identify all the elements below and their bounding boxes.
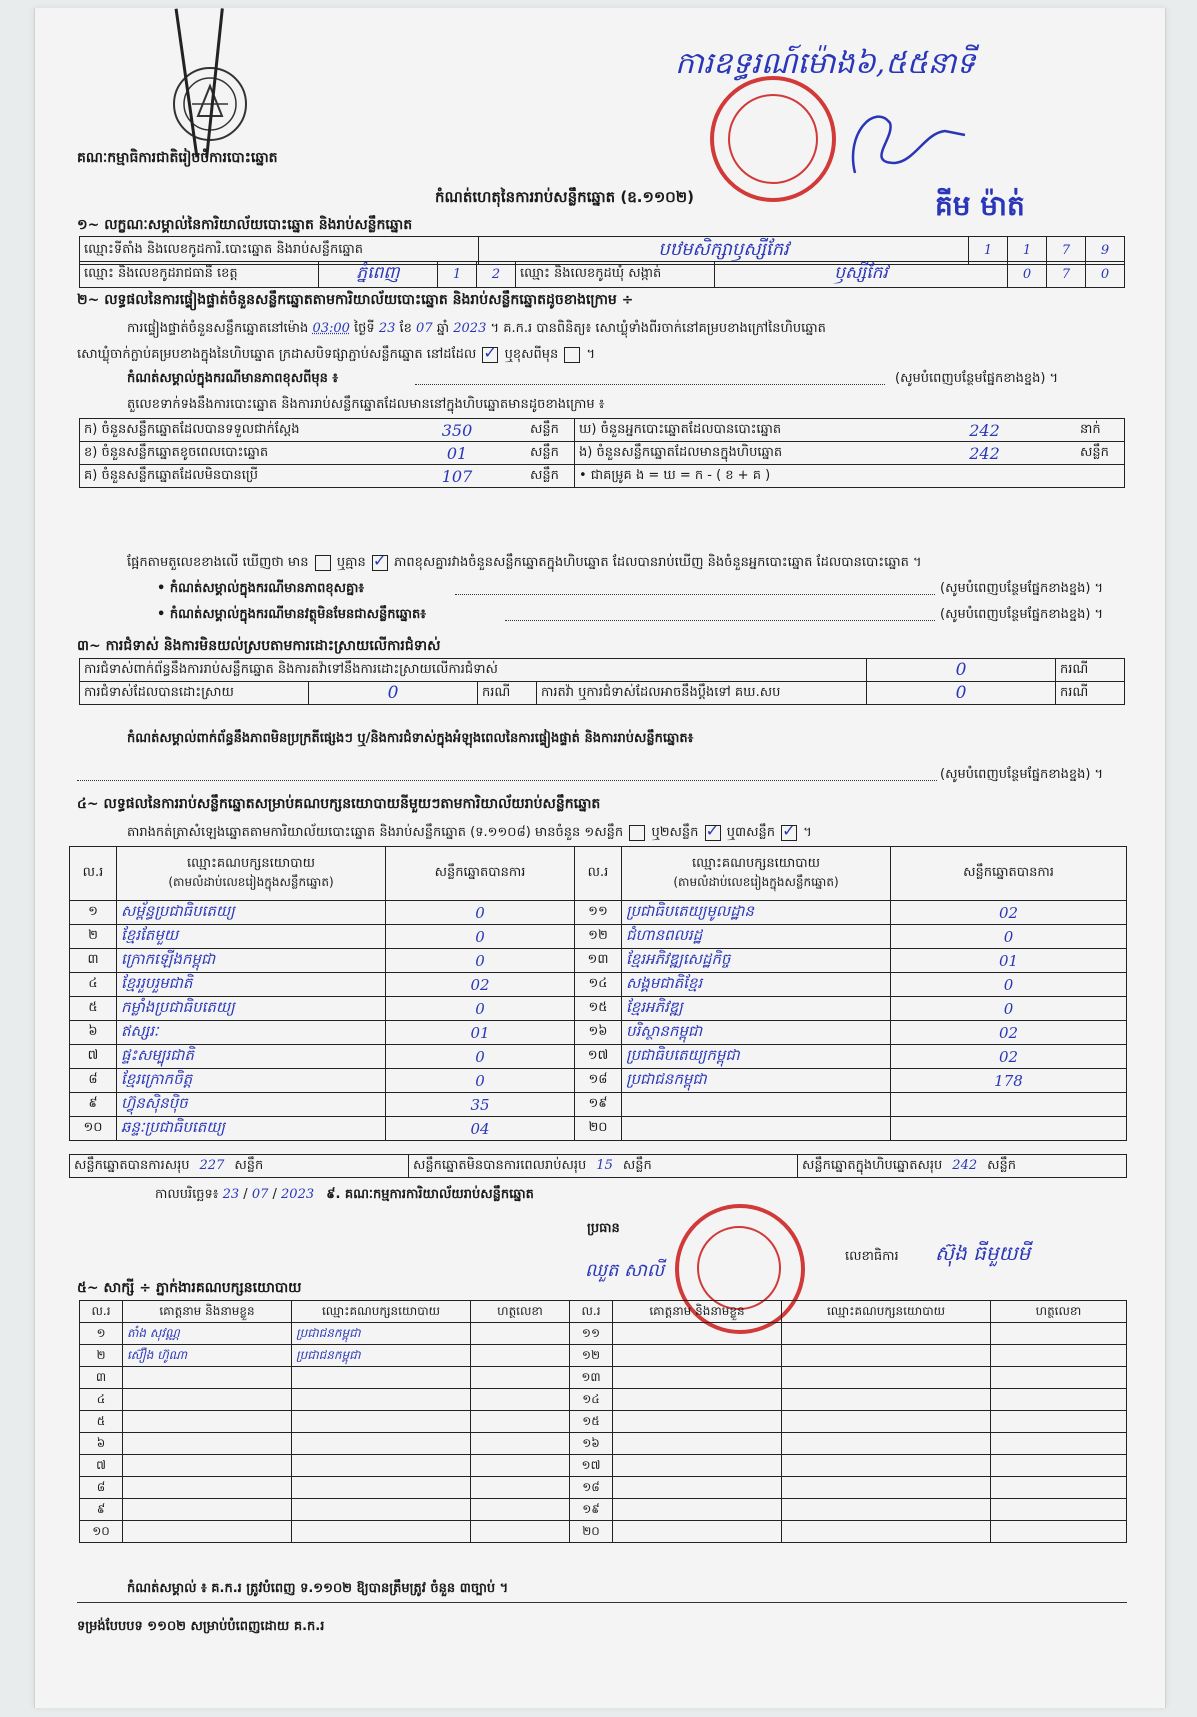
witness-row (80, 1389, 1127, 1411)
witness-signature (471, 1411, 570, 1433)
witness-row (80, 1345, 1127, 1367)
witness-name (123, 1411, 292, 1433)
commune-label: ឈ្មោះ និងលេខកូដឃុំ សង្កាត់ (516, 262, 715, 288)
row-number: ៦ (70, 1021, 117, 1045)
row-number: ១៣ (575, 949, 622, 973)
witness-party (782, 1323, 991, 1345)
witness-name (613, 1477, 782, 1499)
resolved-count: 0 (309, 682, 478, 705)
party-name: ប្រជាជនកម្ពុជា (622, 1069, 891, 1093)
party-name: ហ៊្វុនស៊ិនប៉ិច (117, 1093, 386, 1117)
party-name: កម្លាំងប្រជាធិបតេយ្យ (117, 997, 386, 1021)
witness-name (613, 1367, 782, 1389)
total-valid: 227 (199, 1157, 225, 1173)
row-number: ១១ (570, 1323, 613, 1345)
figures-intro: តួលេខទាក់ទងនឹងការបោះឆ្នោត និងការរាប់សន្លឹកឆ្នោតដែលមាននៅក្នុងហិបឆ្នោតមានដូចខាងក្រោម ៖ (127, 397, 605, 412)
vote-count (891, 1117, 1127, 1141)
witness-party (292, 1433, 471, 1455)
province-label: ឈ្មោះ និងលេខកូដរាជធានី ខេត្ត (80, 262, 319, 288)
witness-party (292, 1455, 471, 1477)
row-number: ២០ (575, 1117, 622, 1141)
row-number: ២ (70, 925, 117, 949)
party-name: ផ្ទះសម្បុរជាតិ (117, 1045, 386, 1069)
figures-row: គ) ចំនួនសន្លឹកឆ្នោតដែលមិនបានប្រើ 107 សន្លឹក • ជាគម្រូគ ង = ឃ = ក - ( ខ + គ ) (80, 465, 1125, 488)
results-row (70, 997, 1127, 1021)
witness-row (80, 1323, 1127, 1345)
row-number: ១៩ (570, 1499, 613, 1521)
witness-party (292, 1367, 471, 1389)
handwritten-top-note: ការឧទ្ធរណ៍ម៉ោង៦,៥៥នាទី (675, 46, 976, 81)
witness-party (782, 1367, 991, 1389)
vote-count: 02 (891, 1045, 1127, 1069)
row-number: ៥ (70, 997, 117, 1021)
row-number: ១០ (80, 1521, 123, 1543)
witness-signature (471, 1477, 570, 1499)
party-name (622, 1093, 891, 1117)
witness-name (123, 1477, 292, 1499)
row-number: ៩ (80, 1499, 123, 1521)
witness-signature (991, 1389, 1127, 1411)
witness-name (123, 1389, 292, 1411)
witness-signature (471, 1367, 570, 1389)
witness-name (613, 1455, 782, 1477)
witness-name (123, 1433, 292, 1455)
witness-name (613, 1411, 782, 1433)
witness-row (80, 1367, 1127, 1389)
row-number: ១៣ (570, 1367, 613, 1389)
total-invalid: 15 (596, 1157, 613, 1173)
discrepancy-line: ផ្អែកតាមតួលេខខាងលើ ឃើញថា មាន ឬគ្មាន ✓ ភាពខុសគ្នារវាងចំនួនសន្លឹកឆ្នោតក្នុងហិបឆ្នោត ដែលបានរាប់ឃើញ និងចំនួនអ្នកបោះឆ្នោត ដែលបានបោះឆ្នោត ។ (127, 554, 922, 573)
vote-count: 02 (891, 1021, 1127, 1045)
footer-text: ទម្រង់បែបបទ ១១០២ សម្រាប់បំពេញដោយ គ.ក.រ (77, 1619, 325, 1634)
witness-signature (991, 1499, 1127, 1521)
party-name (622, 1117, 891, 1141)
witness-signature (471, 1323, 570, 1345)
province-code-1: 1 (438, 262, 477, 288)
party-name: សង្គមជាតិខ្មែរ (622, 973, 891, 997)
fill-hint: (សូមបំពេញបន្ថែមផ្នែកខាងខ្នង) ។ (895, 371, 1059, 386)
form-title: កំណត់ហេតុនៃការរាប់សន្លឹកឆ្នោត (ឧ.១១០២) (435, 188, 695, 206)
one-sheet-checkbox[interactable] (629, 825, 645, 841)
vote-count: 178 (891, 1069, 1127, 1093)
figures-row: ក) ចំនួនសន្លឹកឆ្នោតដែលបានទទួលជាក់ស្តែង 350 សន្លឹក ឃ) ចំនួនអ្នកបោះឆ្នោតដែលបានបោះឆ្នោត 242 នាក់ (80, 419, 1125, 442)
witness-signature (991, 1323, 1127, 1345)
vote-count: 02 (891, 901, 1127, 925)
party-name: ប្រជាធិបតេយ្យមូលដ្ឋាន (622, 901, 891, 925)
appeal-count: 0 (867, 682, 1056, 705)
secretary-signature: ស៊ុង ធីមួយមី (935, 1241, 1031, 1265)
vote-count: 02 (386, 973, 575, 997)
commune-value: ឫស្សីកែវ (715, 262, 1008, 288)
witness-signature (991, 1455, 1127, 1477)
witness-signature (991, 1477, 1127, 1499)
row-number: ៣ (70, 949, 117, 973)
witness-row (80, 1477, 1127, 1499)
section-3-title: ៣~ ការជំទាស់ និងការមិនយល់ស្របតាមការដោះស្រាយលើការជំទាស់ (77, 638, 441, 654)
row-number: ៩ (70, 1093, 117, 1117)
dotted-line (505, 620, 935, 621)
secretary-label: លេខាធិការ (845, 1249, 899, 1264)
witness-signature (991, 1411, 1127, 1433)
row-number: ១៥ (570, 1411, 613, 1433)
witness-name (613, 1521, 782, 1543)
vote-count: 0 (386, 1045, 575, 1069)
vote-count: 0 (386, 925, 575, 949)
verification-line: ការផ្ទៀងផ្ទាត់ចំនួនសន្លឹកឆ្នោតនៅម៉ោង 03:00 ថ្ងៃទី 23 ខែ 07 ឆ្នាំ 2023 ។ គ.ក.រ បានពិនិត្យ៖ សោឃ្លុំទាំងពីរចាក់នៅគម្របខាងក្រៅនៃហិបឆ្នោត (127, 321, 826, 336)
witness-name (613, 1389, 782, 1411)
row-number: ១០ (70, 1117, 117, 1141)
complaints-table: ការជំទាស់ពាក់ព័ន្ធនឹងការរាប់សន្លឹកឆ្នោត និងការតវ៉ាទៅនឹងការដោះស្រាយលើការជំទាស់ 0 ករណី ការជំទាស់ដែលបានដោះស្រាយ 0 ករណី ការតវ៉ា ឬការជំទាស់ដែលអាចនឹងប្តឹងទៅ គឃ.សប 0 ករណី (79, 658, 1125, 705)
bottom-note: កំណត់សម្គាល់ ៖ គ.ក.រ ត្រូវបំពេញ ទ.១១០២ ឱ្យបានត្រឹមត្រូវ ចំនួន ៣ច្បាប់ ។ (127, 1581, 509, 1596)
chair-signature: ឈួត សាលី (585, 1260, 665, 1281)
witness-party (782, 1345, 991, 1367)
witness-party: ប្រជាជនកម្ពុជា (292, 1323, 471, 1345)
results-row (70, 1069, 1127, 1093)
witness-signature (471, 1521, 570, 1543)
total-in-box: 242 (952, 1157, 978, 1173)
row-number: ៤ (80, 1389, 123, 1411)
witness-party: ប្រជាជនកម្ពុជា (292, 1345, 471, 1367)
row-number: ១៨ (570, 1477, 613, 1499)
witness-party (782, 1499, 991, 1521)
section-2-title: ២~ លទ្ធផលនៃការផ្ទៀងផ្ទាត់ចំនួនសន្លឹកឆ្នោតតាមការិយាល័យបោះឆ្នោត និងរាប់សន្លឹកឆ្នោតដូចខាងក្រោម ÷ (77, 292, 634, 308)
fill-hint: (សូមបំពេញបន្ថែមផ្នែកខាងខ្នង) ។ (940, 767, 1104, 782)
province-code-2: 2 (477, 262, 516, 288)
footer-rule (77, 1602, 1127, 1603)
dotted-line (77, 780, 937, 781)
witness-name: តាំង សុវណ្ណ (123, 1323, 292, 1345)
results-row (70, 1021, 1127, 1045)
results-row (70, 949, 1127, 973)
has-difference-checkbox[interactable] (315, 555, 331, 571)
initials: គីម ម៉ាត់ (935, 189, 1025, 222)
witness-signature (991, 1367, 1127, 1389)
location-code-3: 7 (1047, 237, 1086, 265)
witness-signature (471, 1455, 570, 1477)
form-page (34, 8, 1166, 1708)
vote-count: 0 (386, 901, 575, 925)
witness-row (80, 1499, 1127, 1521)
witness-row (80, 1521, 1127, 1543)
province-value: ភ្នំពេញ (319, 262, 438, 288)
party-name: ខ្មែរតែមួយ (117, 925, 386, 949)
vote-count: 04 (386, 1117, 575, 1141)
row-number: ១៥ (575, 997, 622, 1021)
row-number: ១៧ (575, 1045, 622, 1069)
witness-party (292, 1389, 471, 1411)
location-value: បឋមសិក្សាឫស្សីកែវ (479, 237, 969, 265)
row-number: ១២ (570, 1345, 613, 1367)
witness-party (292, 1499, 471, 1521)
dotted-line (455, 594, 935, 595)
witness-signature (471, 1389, 570, 1411)
vote-count: 0 (386, 949, 575, 973)
figures-table (79, 418, 1125, 488)
results-row (70, 925, 1127, 949)
row-number: ២០ (570, 1521, 613, 1543)
witness-signature (471, 1345, 570, 1367)
row-number: ៨ (70, 1069, 117, 1093)
official-seal-top (710, 76, 836, 202)
party-name: ខ្មែររួបរួមជាតិ (117, 973, 386, 997)
org-name: គណៈកម្មាធិការជាតិរៀបចំការបោះឆ្នោត (77, 150, 278, 166)
row-number: ១៩ (575, 1093, 622, 1117)
section-1-title: ១~ លក្ខណៈសម្គាល់នៃការិយាល័យបោះឆ្នោត និងរាប់សន្លឹកឆ្នោត (77, 217, 413, 233)
witness-party (782, 1477, 991, 1499)
row-number: ៤ (70, 973, 117, 997)
vote-count: 0 (891, 973, 1127, 997)
witness-signature (471, 1433, 570, 1455)
witness-party (782, 1389, 991, 1411)
party-name: ឆន្ទៈប្រជាធិបតេយ្យ (117, 1117, 386, 1141)
witness-name (123, 1499, 292, 1521)
three-sheet-checkbox[interactable] (781, 825, 797, 841)
row-number: ១១ (575, 901, 622, 925)
witness-row (80, 1433, 1127, 1455)
vote-count: 0 (386, 997, 575, 1021)
section-4-title: ៤~ លទ្ធផលនៃការរាប់សន្លឹកឆ្នោតសម្រាប់គណបក្សនយោបាយនីមួយៗតាមការិយាល័យរាប់សន្លឹកឆ្នោត (77, 796, 601, 812)
witness-name (123, 1455, 292, 1477)
witness-party (782, 1455, 991, 1477)
vote-count: 35 (386, 1093, 575, 1117)
party-name: បរិស្ថានកម្ពុជា (622, 1021, 891, 1045)
location-code-2: 1 (1008, 237, 1047, 265)
party-name: ខ្មែរអភិវឌ្ឍសេដ្ឋកិច្ច (622, 949, 891, 973)
row-number: ៣ (80, 1367, 123, 1389)
witness-name (613, 1433, 782, 1455)
changed-checkbox[interactable] (564, 347, 580, 363)
row-number: ២ (80, 1345, 123, 1367)
figures-row: ខ) ចំនួនសន្លឹកឆ្នោតខូចពេលបោះឆ្នោត 01 សន្លឹក ង) ចំនួនសន្លឹកឆ្នោតដែលមានក្នុងហិបឆ្នោត 242 សន្លឹក (80, 442, 1125, 465)
fill-hint: (សូមបំពេញបន្ថែមផ្នែកខាងខ្នង) ។ (940, 581, 1104, 596)
row-number: ១២ (575, 925, 622, 949)
vote-count: 01 (891, 949, 1127, 973)
irregularity-note: កំណត់សម្គាល់ពាក់ព័ន្ធនឹងភាពមិនប្រក្រតីផ្សេងៗ ឬ/និងការជំទាស់ក្នុងអំឡុងពេលនៃការផ្ទៀងផ្ទាត់ និងការរាប់សន្លឹកឆ្នោត៖ (127, 731, 694, 746)
witness-name: ស៊ឿង ហ៊ូណា (123, 1345, 292, 1367)
difference-note: • កំណត់សម្គាល់ក្នុងករណីមានភាពខុសគ្នា៖ (157, 581, 365, 596)
row-number: ៧ (80, 1455, 123, 1477)
totals-table: សន្លឹកឆ្នោតបានការសរុប 227 សន្លឹក សន្លឹកឆ្នោតមិនបានការពេលរាប់សរុប 15 សន្លឹក សន្លឹកឆ្នោតក្នុងហិបឆ្នោតសរុប 242 សន្លឹក (69, 1154, 1127, 1178)
row-number: ១៦ (575, 1021, 622, 1045)
vote-count: 01 (386, 1021, 575, 1045)
results-row (70, 1117, 1127, 1141)
fill-hint: (សូមបំពេញបន្ថែមផ្នែកខាងខ្នង) ។ (940, 607, 1104, 622)
two-sheet-checkbox[interactable] (705, 825, 721, 841)
complaint-count: 0 (867, 659, 1056, 682)
location-code-4: 9 (1086, 237, 1125, 265)
same-checkbox[interactable] (482, 347, 498, 363)
difference-note-label: កំណត់សម្គាល់ក្នុងករណីមានភាពខុសពីមុន ៖ (127, 371, 339, 386)
sheet-count-line: តារាងកត់ត្រាសំឡេងឆ្នោតតាមការិយាល័យបោះឆ្នោត និងរាប់សន្លឹកឆ្នោត (ទ.១១០៨) មានចំនួន ១សន្លឹក ឬ២សន្លឹក ✓ ឬ៣សន្លឹក ✓ ។ (127, 824, 812, 843)
location-code-1: 1 (969, 237, 1008, 265)
commune-code-2: 7 (1047, 262, 1086, 288)
results-row (70, 901, 1127, 925)
section-5-title: ៥~ សាក្សី ÷ ភ្នាក់ងារគណបក្សនយោបាយ (77, 1280, 302, 1296)
results-row (70, 1045, 1127, 1069)
witness-name (613, 1345, 782, 1367)
witness-party (782, 1411, 991, 1433)
seal-check-line: សោឃ្លុំចាក់ក្លាប់គម្របខាងក្នុងនៃហិបឆ្នោត ក្រដាសបិទផ្សាភ្ជាប់សន្លឹកឆ្នោត នៅដដែល ✓ ឬខុសពីមុន ។ (77, 346, 595, 365)
vote-count: 0 (891, 925, 1127, 949)
witness-party (782, 1521, 991, 1543)
commune-code-3: 0 (1086, 262, 1125, 288)
date-line: កាលបរិច្ឆេទ៖ 23 / 07 / 2023 ៩. គណៈកម្មការការិយាល័យរាប់សន្លឹកឆ្នោត (155, 1187, 534, 1202)
vote-count: 0 (386, 1069, 575, 1093)
witness-signature (991, 1521, 1127, 1543)
results-row (70, 1093, 1127, 1117)
results-table: ល.រ ឈ្មោះគណបក្សនយោបាយ (តាមលំដាប់លេខរៀងក្នុងសន្លឹកឆ្នោត) សន្លឹកឆ្នោតបានការ ល.រ ឈ្មោះគណបក្សនយោបាយ (តាមលំដាប់លេខរៀងក្នុងសន្លឹកឆ្នោត) សន្លឹកឆ្នោតបានការ ១ សម្ព័ន្ធប្រជាធិបតេយ្យ 0 ១១ ប្រជាធិបតេយ្យមូលដ្ឋាន 02 ២ ខ្មែរតែមួយ 0 ១២ ជំហានពលរដ្ឋ 0 ៣ ក្រោកឡើងកម្ពុជា 0 ១៣ ខ្មែរអភិវឌ្ឍសេដ្ឋកិច្ច 01 ៤ ខ្មែររួបរួមជាតិ 02 ១៤ សង្គមជាតិខ្មែរ 0 ៥ កម្លាំងប្រជាធិបតេយ្យ 0 ១៥ ខ្មែរអភិវឌ្ឍ 0 ៦ ឥស្សរៈ 01 ១៦ បរិស្ថានកម្ពុជា 02 ៧ ផ្ទះសម្បុរជាតិ 0 ១៧ ប្រជាធិបតេយ្យកម្ពុជា 02 ៨ ខ្មែរក្រោកចិត្ត 0 ១៨ ប្រជាជនកម្ពុជា 178 ៩ ហ៊្វុនស៊ិនប៉ិច 35 ១៩ ១០ ឆន្ទៈប្រជាធិបតេយ្យ 04 ២០ (69, 846, 1127, 1141)
witness-row (80, 1411, 1127, 1433)
signature-top-mark (835, 93, 975, 193)
results-row (70, 973, 1127, 997)
row-number: ១៨ (575, 1069, 622, 1093)
witness-name (123, 1521, 292, 1543)
row-number: ១ (80, 1323, 123, 1345)
row-number: ៦ (80, 1433, 123, 1455)
witness-name (123, 1367, 292, 1389)
witness-row (80, 1455, 1127, 1477)
row-number: ៧ (70, 1045, 117, 1069)
location-label: ឈ្មោះទីតាំង និងលេខកូដការិ.បោះឆ្នោត និងរាប់សន្លឹកឆ្នោត (80, 237, 479, 265)
party-name: ក្រោកឡើងកម្ពុជា (117, 949, 386, 973)
row-number: ១៤ (570, 1389, 613, 1411)
witness-signature (471, 1499, 570, 1521)
witness-party (292, 1521, 471, 1543)
row-number: ១ (70, 901, 117, 925)
party-name: ឥស្សរៈ (117, 1021, 386, 1045)
commune-code-1: 0 (1008, 262, 1047, 288)
witness-party (782, 1433, 991, 1455)
witness-signature (991, 1345, 1127, 1367)
witness-name (613, 1499, 782, 1521)
dotted-line (415, 384, 885, 385)
party-name: ប្រជាធិបតេយ្យកម្ពុជា (622, 1045, 891, 1069)
section-1-table-row2 (79, 261, 1125, 288)
row-number: ១៧ (570, 1455, 613, 1477)
witness-name (613, 1323, 782, 1345)
witness-signature (991, 1433, 1127, 1455)
chair-label: ប្រធាន (587, 1221, 620, 1236)
vote-count (891, 1093, 1127, 1117)
witness-party (292, 1477, 471, 1499)
row-number: ១៦ (570, 1433, 613, 1455)
witness-table: ល.រ គោត្តនាម និងនាមខ្លួន ឈ្មោះគណបក្សនយោបាយ ហត្ថលេខា ល.រ គោត្តនាម និងនាមខ្លួន ឈ្មោះគណបក្សនយោបាយ ហត្ថលេខា ១ តាំង សុវណ្ណ ប្រជាជនកម្ពុជា ១១ ២ ស៊ឿង ហ៊ូណា ប្រជាជនកម្ពុជា ១២ ៣ ១៣ ៤ ១៤ ៥ ១៥ ៦ ១៦ ៧ ១៧ ៨ ១៨ ៩ ១៩ ១០ ២០ (79, 1300, 1127, 1543)
object-note: • កំណត់សម្គាល់ក្នុងករណីមានវត្ថុមិនមែនជាសន្លឹកឆ្នោត៖ (157, 607, 426, 622)
party-name: ខ្មែរក្រោកចិត្ត (117, 1069, 386, 1093)
party-name: ជំហានពលរដ្ឋ (622, 925, 891, 949)
party-name: សម្ព័ន្ធប្រជាធិបតេយ្យ (117, 901, 386, 925)
row-number: ១៤ (575, 973, 622, 997)
witness-party (292, 1411, 471, 1433)
row-number: ៥ (80, 1411, 123, 1433)
vote-count: 0 (891, 997, 1127, 1021)
party-name: ខ្មែរអភិវឌ្ឍ (622, 997, 891, 1021)
row-number: ៨ (80, 1477, 123, 1499)
no-difference-checkbox[interactable] (372, 555, 388, 571)
